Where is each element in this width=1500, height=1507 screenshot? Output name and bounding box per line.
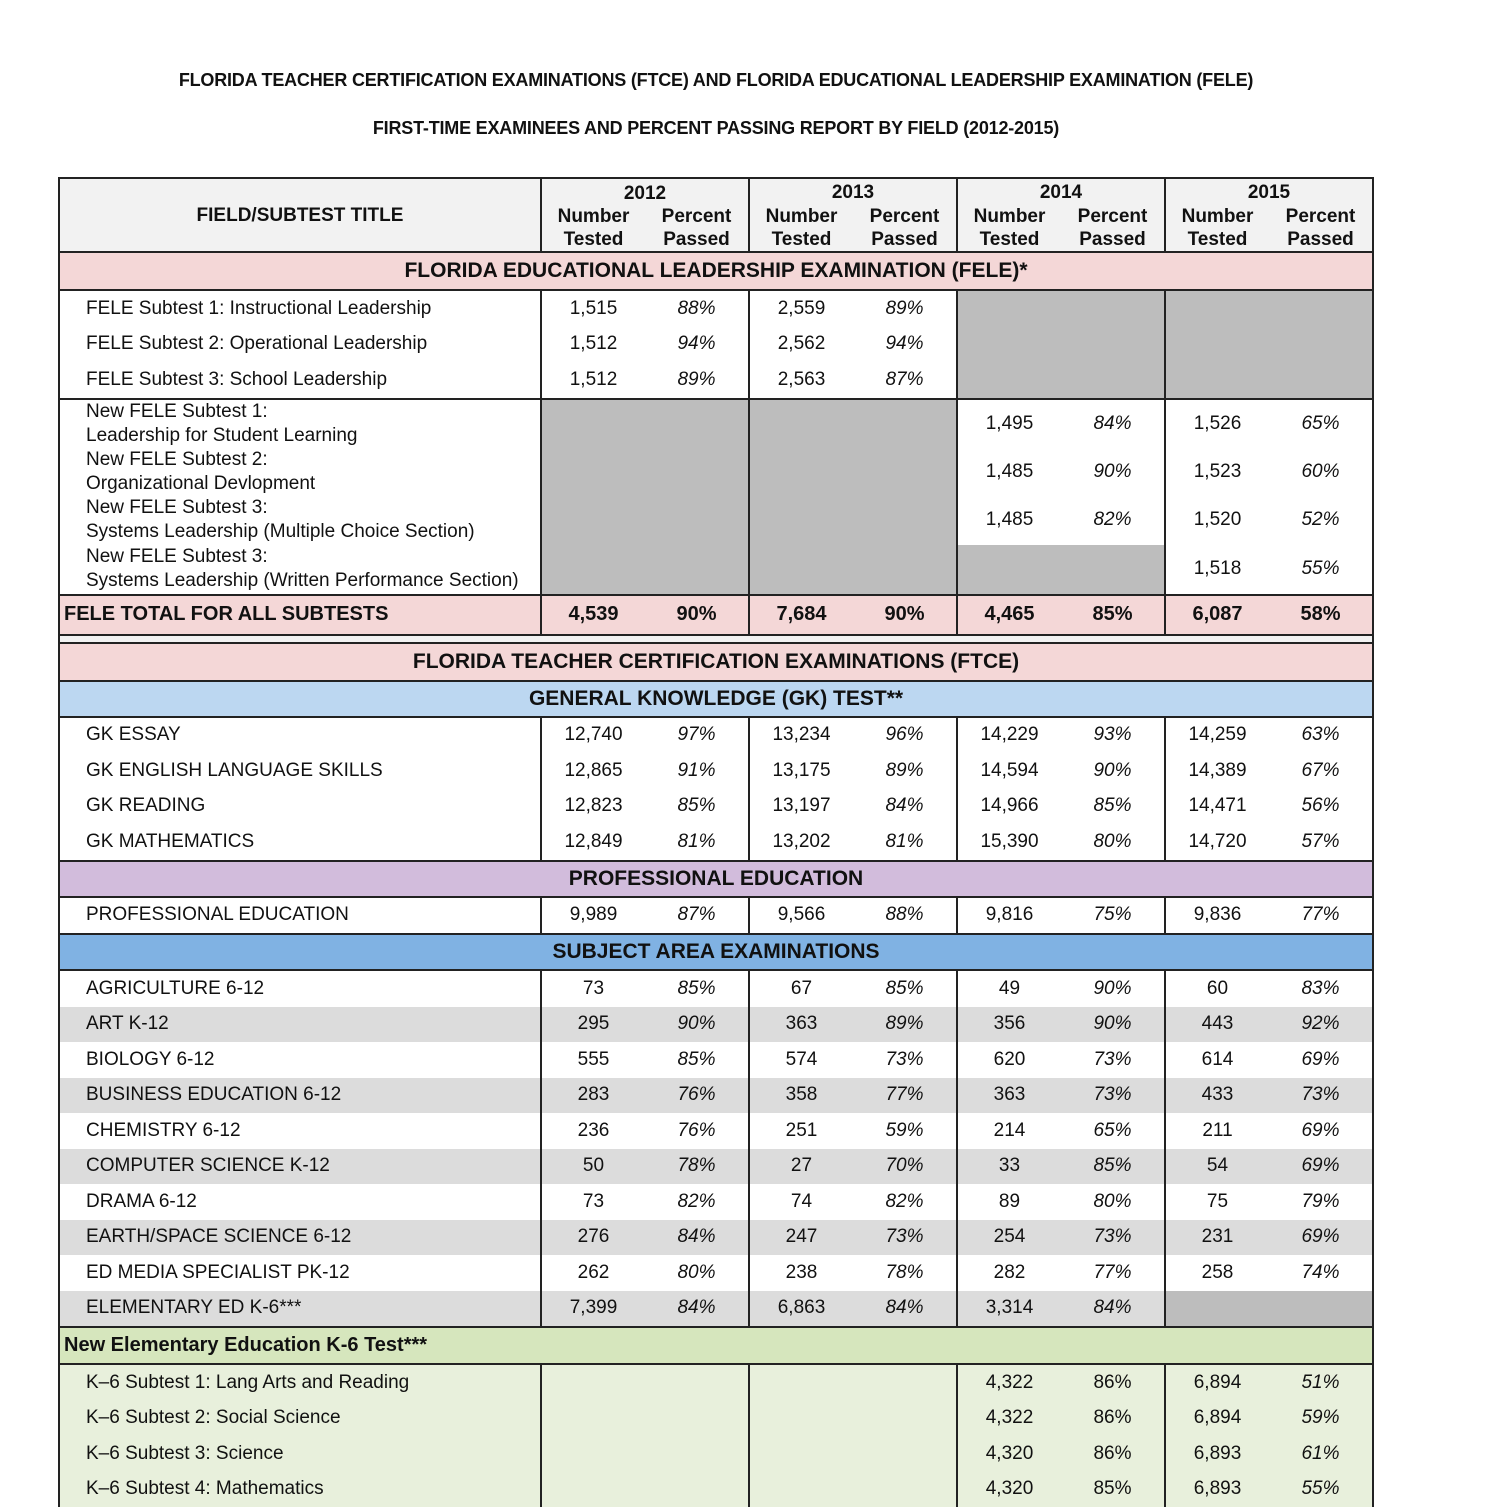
cell-percent: 81% (853, 824, 957, 861)
row-label-line2: Systems Leadership (Multiple Choice Section) (86, 520, 540, 544)
cell-number: 555 (541, 1042, 645, 1078)
row-label (59, 399, 541, 448)
table-row (59, 399, 1373, 448)
percent-header: Percent (645, 205, 749, 228)
cell-number: 73 (541, 1184, 645, 1220)
cell-percent: 90% (1061, 970, 1165, 1007)
cell-percent: 77% (1269, 897, 1373, 935)
gk-section-title: GENERAL KNOWLEDGE (GK) TEST** (59, 681, 1373, 717)
cell-number: 13,234 (749, 717, 853, 754)
cell-number: 251 (749, 1113, 853, 1149)
row-label: K–6 Subtest 2: Social Science (59, 1401, 541, 1437)
cell-number: 2,563 (749, 362, 853, 399)
passed-header: Passed (645, 228, 749, 252)
cell-number: 2,559 (749, 290, 853, 327)
cell-percent: 59% (853, 1113, 957, 1149)
cell-percent: 76% (645, 1078, 749, 1114)
cell-number: 12,823 (541, 789, 645, 825)
row-label: AGRICULTURE 6-12 (59, 970, 541, 1007)
cell-percent: 58% (1269, 595, 1373, 635)
cell-percent: 94% (853, 327, 957, 363)
cell-number: 1,523 (1165, 448, 1269, 496)
cell-number: 27 (749, 1149, 853, 1185)
cell-percent: 69% (1269, 1042, 1373, 1078)
cell-number: 4,320 (957, 1436, 1061, 1472)
cell-percent: 88% (645, 290, 749, 327)
cell-percent: 85% (1061, 789, 1165, 825)
cell-percent: 73% (1061, 1220, 1165, 1256)
passed-header: Passed (1269, 228, 1373, 252)
cell-number: 75 (1165, 1184, 1269, 1220)
table-row (59, 753, 1373, 789)
cell-percent: 80% (645, 1255, 749, 1291)
cell-percent: 88% (853, 897, 957, 935)
cell-percent: 75% (1061, 897, 1165, 935)
row-label-line2: Systems Leadership (Written Performance Section) (86, 569, 540, 593)
cell-percent: 69% (1269, 1149, 1373, 1185)
row-label: K–6 Subtest 1: Lang Arts and Reading (59, 1364, 541, 1401)
cell-number: 74 (749, 1184, 853, 1220)
cell-number: 1,515 (541, 290, 645, 327)
cell-number: 14,594 (957, 753, 1061, 789)
cell-number: 13,197 (749, 789, 853, 825)
row-label-line1: New FELE Subtest 1: (86, 400, 540, 424)
cell-percent: 90% (853, 595, 957, 635)
row-label: GK ENGLISH LANGUAGE SKILLS (59, 753, 541, 789)
cell-percent: 63% (1269, 717, 1373, 754)
cell-number: 1,485 (957, 496, 1061, 545)
cell-percent: 85% (645, 970, 749, 1007)
tested-header: Tested (541, 228, 645, 252)
cell-percent: 78% (853, 1255, 957, 1291)
percent-header: Percent (1061, 205, 1165, 228)
cell-number: 14,229 (957, 717, 1061, 754)
cell-percent: 97% (645, 717, 749, 754)
cell-percent: 73% (1061, 1042, 1165, 1078)
row-label-line2: Organizational Devlopment (86, 472, 540, 496)
row-label: COMPUTER SCIENCE K-12 (59, 1149, 541, 1185)
cell-number: 238 (749, 1255, 853, 1291)
number-header: Number (957, 205, 1061, 228)
percent-header: Percent (853, 205, 957, 228)
empty-cell (957, 545, 1165, 595)
cell-percent: 57% (1269, 824, 1373, 861)
cell-number: 14,720 (1165, 824, 1269, 861)
number-header: Number (749, 205, 853, 228)
cell-number: 1,526 (1165, 399, 1269, 448)
cell-percent: 89% (853, 1007, 957, 1043)
row-label: ART K-12 (59, 1007, 541, 1043)
cell-percent: 56% (1269, 789, 1373, 825)
empty-cell (957, 290, 1165, 399)
cell-percent: 73% (853, 1220, 957, 1256)
cell-number: 262 (541, 1255, 645, 1291)
cell-percent: 90% (1061, 753, 1165, 789)
cell-percent: 89% (853, 290, 957, 327)
empty-cell (749, 1364, 957, 1507)
row-label: K–6 Subtest 3: Science (59, 1436, 541, 1472)
tested-header: Tested (749, 228, 853, 252)
cell-number: 1,520 (1165, 496, 1269, 545)
cell-number: 13,175 (749, 753, 853, 789)
cell-number: 1,512 (541, 362, 645, 399)
cell-number: 14,471 (1165, 789, 1269, 825)
cell-number: 358 (749, 1078, 853, 1114)
cell-percent: 76% (645, 1113, 749, 1149)
table-row (59, 1113, 1373, 1149)
cell-number: 6,863 (749, 1291, 853, 1328)
cell-percent: 79% (1269, 1184, 1373, 1220)
cell-number: 614 (1165, 1042, 1269, 1078)
total-label: FELE TOTAL FOR ALL SUBTESTS (59, 595, 541, 635)
row-label: GK MATHEMATICS (59, 824, 541, 861)
row-label (59, 448, 541, 496)
cell-percent: 84% (853, 1291, 957, 1328)
pe-section-title: PROFESSIONAL EDUCATION (59, 861, 1373, 897)
cell-percent: 92% (1269, 1007, 1373, 1043)
section-header-ftce (59, 643, 1373, 681)
cell-percent: 73% (853, 1042, 957, 1078)
cell-number: 4,465 (957, 595, 1061, 635)
cell-percent: 80% (1061, 824, 1165, 861)
cell-percent: 84% (1061, 399, 1165, 448)
row-label: K–6 Subtest 4: Mathematics (59, 1472, 541, 1507)
cell-percent: 85% (1061, 595, 1165, 635)
empty-cell (749, 399, 957, 595)
cell-percent: 84% (1061, 1291, 1165, 1328)
cell-percent: 59% (1269, 1401, 1373, 1437)
row-label: FELE Subtest 2: Operational Leadership (59, 327, 541, 363)
cell-number: 6,893 (1165, 1436, 1269, 1472)
tested-header: Tested (957, 228, 1061, 252)
cell-number: 12,740 (541, 717, 645, 754)
section-header-new-elementary (59, 1327, 1373, 1364)
cell-percent: 85% (645, 789, 749, 825)
cell-percent: 81% (645, 824, 749, 861)
cell-number: 1,485 (957, 448, 1061, 496)
row-label: FELE Subtest 3: School Leadership (59, 362, 541, 399)
cell-percent: 70% (853, 1149, 957, 1185)
new-elem-section-title: New Elementary Education K-6 Test*** (59, 1327, 1373, 1364)
row-label: BUSINESS EDUCATION 6-12 (59, 1078, 541, 1114)
cell-number: 14,389 (1165, 753, 1269, 789)
cell-number: 4,539 (541, 595, 645, 635)
cell-percent: 85% (1061, 1472, 1165, 1507)
table-row (59, 1007, 1373, 1043)
cell-number: 6,894 (1165, 1401, 1269, 1437)
table-row (59, 290, 1373, 327)
table-row (59, 1364, 1373, 1401)
cell-number: 211 (1165, 1113, 1269, 1149)
cell-percent: 87% (853, 362, 957, 399)
table-row (59, 897, 1373, 935)
cell-number: 73 (541, 970, 645, 1007)
year-header-2013: 2013 (749, 178, 957, 205)
cell-number: 231 (1165, 1220, 1269, 1256)
cell-number: 214 (957, 1113, 1061, 1149)
row-label: DRAMA 6-12 (59, 1184, 541, 1220)
cell-percent: 86% (1061, 1364, 1165, 1401)
cell-number: 247 (749, 1220, 853, 1256)
row-label (59, 545, 541, 595)
cell-number: 49 (957, 970, 1061, 1007)
cell-percent: 55% (1269, 545, 1373, 595)
number-header: Number (541, 205, 645, 228)
table-row (59, 1291, 1373, 1328)
year-header-2014: 2014 (957, 178, 1165, 205)
cell-number: 356 (957, 1007, 1061, 1043)
cell-percent: 69% (1269, 1113, 1373, 1149)
subject-section-title: SUBJECT AREA EXAMINATIONS (59, 934, 1373, 970)
empty-cell (541, 399, 749, 595)
table-row (59, 1220, 1373, 1256)
empty-cell (1165, 290, 1373, 399)
cell-number: 236 (541, 1113, 645, 1149)
section-header-subject-area (59, 934, 1373, 970)
row-label-line1: New FELE Subtest 2: (86, 448, 540, 472)
cell-number: 258 (1165, 1255, 1269, 1291)
report-title: FLORIDA TEACHER CERTIFICATION EXAMINATIONS (FTCE) AND FLORIDA EDUCATIONAL LEADERSHIP EXAMINATION (FELE) (0, 70, 1432, 91)
row-label: FELE Subtest 1: Instructional Leadership (59, 290, 541, 327)
cell-number: 3,314 (957, 1291, 1061, 1328)
row-label: CHEMISTRY 6-12 (59, 1113, 541, 1149)
cell-number: 13,202 (749, 824, 853, 861)
cell-percent: 85% (645, 1042, 749, 1078)
cell-number: 363 (749, 1007, 853, 1043)
cell-percent: 61% (1269, 1436, 1373, 1472)
cell-number: 7,399 (541, 1291, 645, 1328)
row-label: BIOLOGY 6-12 (59, 1042, 541, 1078)
cell-percent: 78% (645, 1149, 749, 1185)
cell-number: 60 (1165, 970, 1269, 1007)
table-row (59, 1184, 1373, 1220)
table-row (59, 970, 1373, 1007)
cell-number: 620 (957, 1042, 1061, 1078)
row-label: PROFESSIONAL EDUCATION (59, 897, 541, 935)
cell-number: 6,087 (1165, 595, 1269, 635)
cell-percent: 84% (645, 1220, 749, 1256)
table-row (59, 1042, 1373, 1078)
cell-number: 12,865 (541, 753, 645, 789)
cell-number: 4,322 (957, 1401, 1061, 1437)
cell-percent: 82% (853, 1184, 957, 1220)
cell-number: 89 (957, 1184, 1061, 1220)
row-label: EARTH/SPACE SCIENCE 6-12 (59, 1220, 541, 1256)
passed-header: Passed (853, 228, 957, 252)
cell-number: 254 (957, 1220, 1061, 1256)
cell-percent: 83% (1269, 970, 1373, 1007)
cell-percent: 85% (1061, 1149, 1165, 1185)
percent-header: Percent (1269, 205, 1373, 228)
cell-number: 67 (749, 970, 853, 1007)
cell-number: 7,684 (749, 595, 853, 635)
row-label: ED MEDIA SPECIALIST PK-12 (59, 1255, 541, 1291)
tested-header: Tested (1165, 228, 1269, 252)
cell-percent: 69% (1269, 1220, 1373, 1256)
row-label-line2: Leadership for Student Learning (86, 424, 540, 448)
cell-percent: 82% (1061, 496, 1165, 545)
cell-number: 363 (957, 1078, 1061, 1114)
year-header-2012: 2012 (541, 178, 749, 205)
empty-cell (541, 1364, 749, 1507)
row-label: ELEMENTARY ED K-6*** (59, 1291, 541, 1328)
cell-percent: 86% (1061, 1401, 1165, 1437)
cell-percent: 60% (1269, 448, 1373, 496)
cell-number: 15,390 (957, 824, 1061, 861)
section-header-fele (59, 252, 1373, 290)
table-row (59, 789, 1373, 825)
cell-number: 4,320 (957, 1472, 1061, 1507)
cell-number: 6,894 (1165, 1364, 1269, 1401)
cell-number: 282 (957, 1255, 1061, 1291)
cell-percent: 90% (1061, 448, 1165, 496)
fele-section-title: FLORIDA EDUCATIONAL LEADERSHIP EXAMINATION (FELE)* (59, 252, 1373, 290)
table-row (59, 717, 1373, 754)
row-label: GK READING (59, 789, 541, 825)
empty-cell (1165, 1291, 1373, 1328)
cell-percent: 67% (1269, 753, 1373, 789)
number-header: Number (1165, 205, 1269, 228)
cell-percent: 77% (1061, 1255, 1165, 1291)
section-spacer (59, 635, 1373, 643)
cell-percent: 85% (853, 970, 957, 1007)
cell-number: 12,849 (541, 824, 645, 861)
cell-number: 295 (541, 1007, 645, 1043)
cell-percent: 96% (853, 717, 957, 754)
row-label-line1: New FELE Subtest 3: (86, 545, 540, 569)
table-row (59, 1078, 1373, 1114)
spacer-cell (59, 635, 1373, 643)
cell-percent: 73% (1269, 1078, 1373, 1114)
cell-percent: 82% (645, 1184, 749, 1220)
cell-number: 33 (957, 1149, 1061, 1185)
cell-number: 574 (749, 1042, 853, 1078)
cell-number: 1,512 (541, 327, 645, 363)
cell-number: 9,816 (957, 897, 1061, 935)
cell-number: 1,495 (957, 399, 1061, 448)
passed-header: Passed (1061, 228, 1165, 252)
year-header-2015: 2015 (1165, 178, 1373, 205)
cell-percent: 65% (1061, 1113, 1165, 1149)
cell-percent: 90% (1061, 1007, 1165, 1043)
cell-number: 14,259 (1165, 717, 1269, 754)
cell-percent: 52% (1269, 496, 1373, 545)
cell-number: 9,989 (541, 897, 645, 935)
cell-percent: 93% (1061, 717, 1165, 754)
table-row (59, 1255, 1373, 1291)
cell-percent: 84% (645, 1291, 749, 1328)
cell-number: 54 (1165, 1149, 1269, 1185)
row-label-line1: New FELE Subtest 3: (86, 496, 540, 520)
cell-number: 1,518 (1165, 545, 1269, 595)
cell-percent: 87% (645, 897, 749, 935)
cell-percent: 55% (1269, 1472, 1373, 1507)
cell-percent: 91% (645, 753, 749, 789)
cell-number: 443 (1165, 1007, 1269, 1043)
cell-percent: 73% (1061, 1078, 1165, 1114)
cell-number: 2,562 (749, 327, 853, 363)
cell-percent: 74% (1269, 1255, 1373, 1291)
cell-number: 4,322 (957, 1364, 1061, 1401)
cell-percent: 84% (853, 789, 957, 825)
cell-percent: 89% (645, 362, 749, 399)
cell-number: 283 (541, 1078, 645, 1114)
cell-percent: 94% (645, 327, 749, 363)
fele-total-row (59, 595, 1373, 635)
cell-percent: 86% (1061, 1436, 1165, 1472)
cell-number: 276 (541, 1220, 645, 1256)
cell-number: 6,893 (1165, 1472, 1269, 1507)
cell-percent: 51% (1269, 1364, 1373, 1401)
cell-number: 14,966 (957, 789, 1061, 825)
cell-percent: 89% (853, 753, 957, 789)
ftce-section-title: FLORIDA TEACHER CERTIFICATION EXAMINATIONS (FTCE) (59, 643, 1373, 681)
table-row (59, 824, 1373, 861)
cell-number: 433 (1165, 1078, 1269, 1114)
cell-number: 50 (541, 1149, 645, 1185)
cell-percent: 65% (1269, 399, 1373, 448)
row-label (59, 496, 541, 545)
section-header-professional-education (59, 861, 1373, 897)
cell-number: 9,836 (1165, 897, 1269, 935)
results-table (58, 177, 1374, 1507)
report-subtitle: FIRST-TIME EXAMINEES AND PERCENT PASSING REPORT BY FIELD (2012-2015) (0, 118, 1432, 139)
table-row (59, 1149, 1373, 1185)
field-title-header: FIELD/SUBTEST TITLE (59, 178, 541, 252)
row-label: GK ESSAY (59, 717, 541, 754)
cell-percent: 90% (645, 595, 749, 635)
table-header-row-years (59, 178, 1373, 205)
cell-percent: 90% (645, 1007, 749, 1043)
cell-percent: 77% (853, 1078, 957, 1114)
cell-percent: 80% (1061, 1184, 1165, 1220)
cell-number: 9,566 (749, 897, 853, 935)
section-header-gk (59, 681, 1373, 717)
